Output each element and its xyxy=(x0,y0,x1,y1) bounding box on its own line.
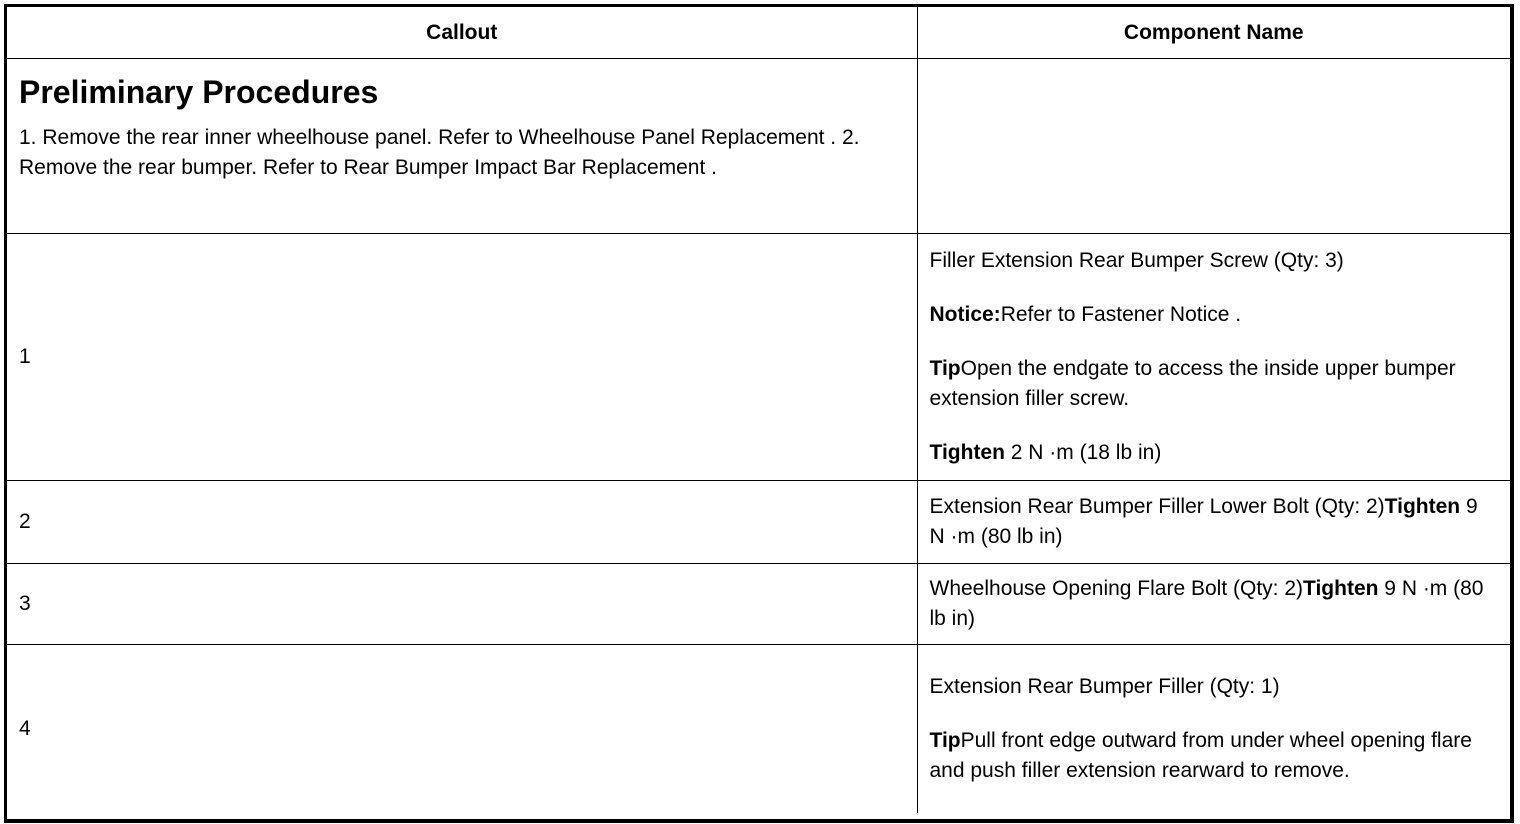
callout-cell: 1 xyxy=(7,234,917,481)
tip-line xyxy=(930,726,1495,786)
procedure-table-frame xyxy=(4,4,1514,823)
header-component-name: Component Name xyxy=(917,7,1510,59)
preliminary-empty-cell xyxy=(917,59,1510,234)
table-row xyxy=(7,234,1510,481)
tip-line xyxy=(930,354,1495,414)
notice-label: Notice: xyxy=(929,303,1001,326)
preliminary-title: Preliminary Procedures xyxy=(19,74,379,110)
preliminary-row xyxy=(7,59,1510,234)
component-line xyxy=(930,574,1495,634)
component-name: Wheelhouse Opening Flare Bolt (Qty: 2) xyxy=(929,577,1304,600)
tighten-label: Tighten xyxy=(1384,495,1461,518)
component-name: Filler Extension Rear Bumper Screw (Qty: 3) xyxy=(929,249,1344,272)
callout-cell: 3 xyxy=(7,564,917,645)
component-cell xyxy=(917,481,1510,564)
tighten-label: Tighten xyxy=(929,441,1005,464)
preliminary-text: 1. Remove the rear inner wheelhouse panel. Refer to Wheelhouse Panel Replacement . 2. Remove the rear bumper. Refer to Rear Bumper Impact Bar Replacement . xyxy=(19,126,860,179)
callout-cell: 4 xyxy=(7,645,917,814)
component-cell xyxy=(917,564,1510,645)
component-cell xyxy=(917,645,1510,814)
callout-cell: 2 xyxy=(7,481,917,564)
table-row xyxy=(7,481,1510,564)
procedure-table xyxy=(7,7,1510,813)
tip-text: Pull front edge outward from under wheel opening flare and push filler extension rearward to remove. xyxy=(929,729,1472,782)
table-header-row xyxy=(7,7,1510,59)
component-line xyxy=(930,492,1495,552)
tighten-text: 9 N ·m (80 lb in) xyxy=(929,495,1478,548)
table-row xyxy=(7,645,1510,814)
table-row xyxy=(7,564,1510,645)
component-cell xyxy=(917,234,1510,481)
tip-label: Tip xyxy=(929,729,961,752)
component-name: Extension Rear Bumper Filler Lower Bolt (Qty: 2) xyxy=(929,495,1385,518)
component-name: Extension Rear Bumper Filler (Qty: 1) xyxy=(929,675,1280,698)
tighten-text: 2 N ·m (18 lb in) xyxy=(1004,441,1162,464)
header-callout: Callout xyxy=(7,7,917,59)
tip-label: Tip xyxy=(929,357,961,380)
notice-text: Refer to Fastener Notice . xyxy=(1000,303,1242,326)
preliminary-cell xyxy=(7,59,917,234)
tighten-label: Tighten xyxy=(1303,577,1379,600)
tighten-line xyxy=(930,438,1495,468)
notice-line xyxy=(930,300,1495,330)
tighten-text: 9 N ·m (80 lb in) xyxy=(929,577,1484,630)
tip-text: Open the endgate to access the inside upper bumper extension filler screw. xyxy=(929,357,1456,410)
